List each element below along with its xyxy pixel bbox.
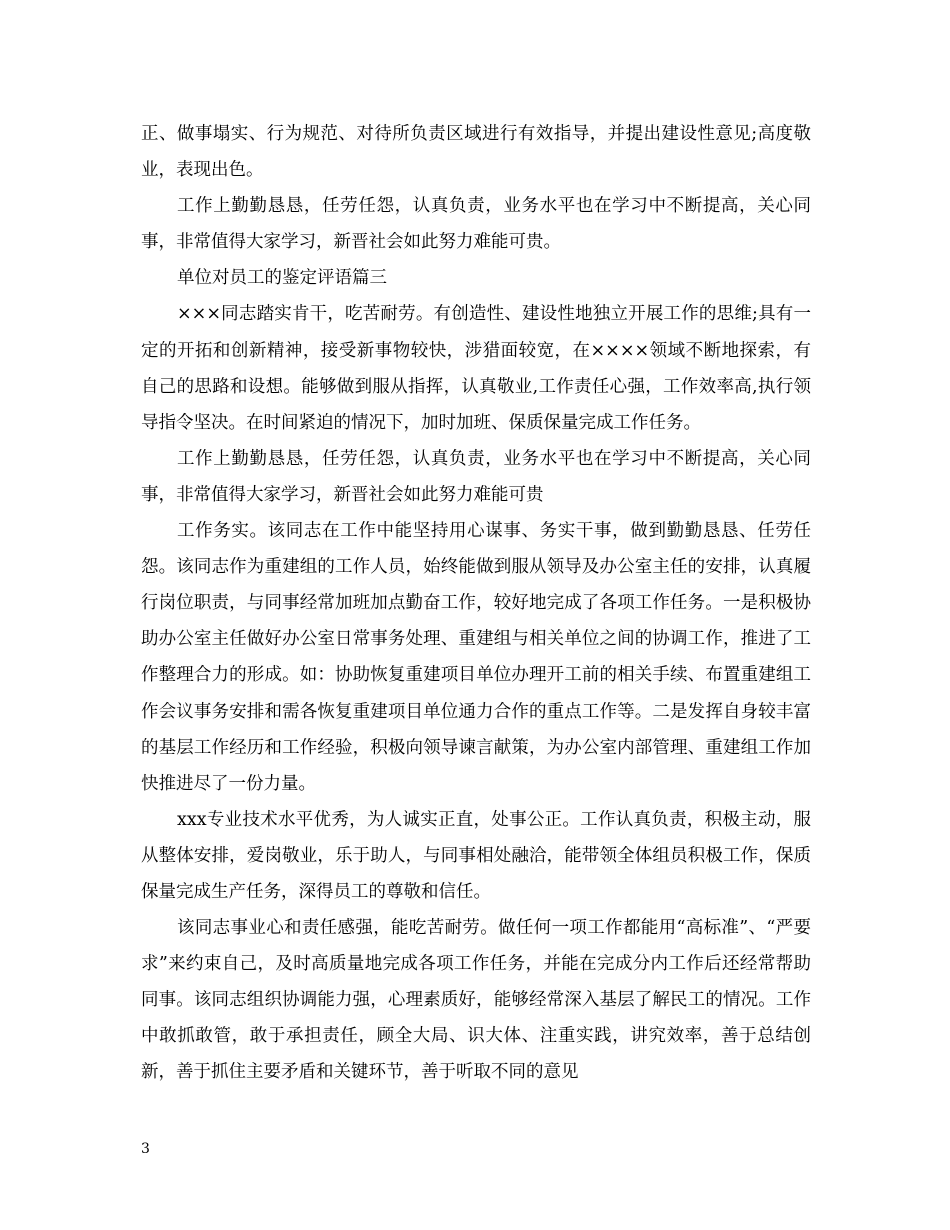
paragraph-8: 该同志事业心和责任感强，能吃苦耐劳。做任何一项工作都能用“高标准”、“严要求”来约束自己，及时高质量地完成各项工作任务，并能在完成分内工作后还经常帮助同事。该同志组织协调能力强，心理素质好，能够经常深入基层了解民工的情况。工作中敢抓敢管，敢于承担责任，顾全大局、识大体、注重实践，讲究效率，善于总结创新，善于抓住主要矛盾和关键环节，善于听取不同的意见	[141, 918, 811, 1083]
section-heading: 单位对员工的鉴定评语篇三	[177, 268, 387, 289]
paragraph-6: 工作务实。该同志在工作中能坚持用心谋事、务实干事，做到勤勤恳恳、任劳任怨。该同志作为重建组的工作人员，始终能做到服从领导及办公室主任的安排，认真履行岗位职责，与同事经常加班加点勤奋工作，较好地完成了各项工作任务。一是积极协助办公室主任做好办公室日常事务处理、重建组与相关单位之间的协调工作，推进了工作整理合力的形成。如：协助恢复重建项目单位办理开工前的相关手续、布置重建组工作会议事务安排和需各恢复重建项目单位通力合作的重点工作等。二是发挥自身较丰富的基层工作经历和工作经验，积极向领导谏言献策，为办公室内部管理、重建组工作加快推进尽了一份力量。	[141, 521, 811, 794]
paragraph-7: xxx专业技术水平优秀，为人诚实正直，处事公正。工作认真负责，积极主动，服从整体安排，爱岗敬业，乐于助人，与同事相处融洽，能带领全体组员积极工作，保质保量完成生产任务，深得员工的尊敬和信任。	[141, 809, 811, 902]
page-number: 3	[141, 1141, 150, 1157]
paragraph-1: 正、做事塌实、行为规范、对待所负责区域进行有效指导，并提出建设性意见;高度敬业，表现出色。	[141, 124, 811, 181]
paragraph-2: 工作上勤勤恳恳，任劳任怨，认真负责，业务水平也在学习中不断提高，关心同事，非常值得大家学习，新晋社会如此努力难能可贵。	[141, 196, 811, 253]
paragraph-4: ×××同志踏实肯干，吃苦耐劳。有创造性、建设性地独立开展工作的思维;具有一定的开拓和创新精神，接受新事物较快，涉猎面较宽，在××××领域不断地探索，有自己的思路和设想。能够做到服从指挥，认真敬业,工作责任心强，工作效率高,执行领导指令坚决。在时间紧迫的情况下，加时加班、保质保量完成工作任务。	[141, 304, 811, 433]
document-body	[141, 116, 811, 1091]
paragraph-5: 工作上勤勤恳恳，任劳任怨，认真负责，业务水平也在学习中不断提高，关心同事，非常值得大家学习，新晋社会如此努力难能可贵	[141, 448, 811, 505]
